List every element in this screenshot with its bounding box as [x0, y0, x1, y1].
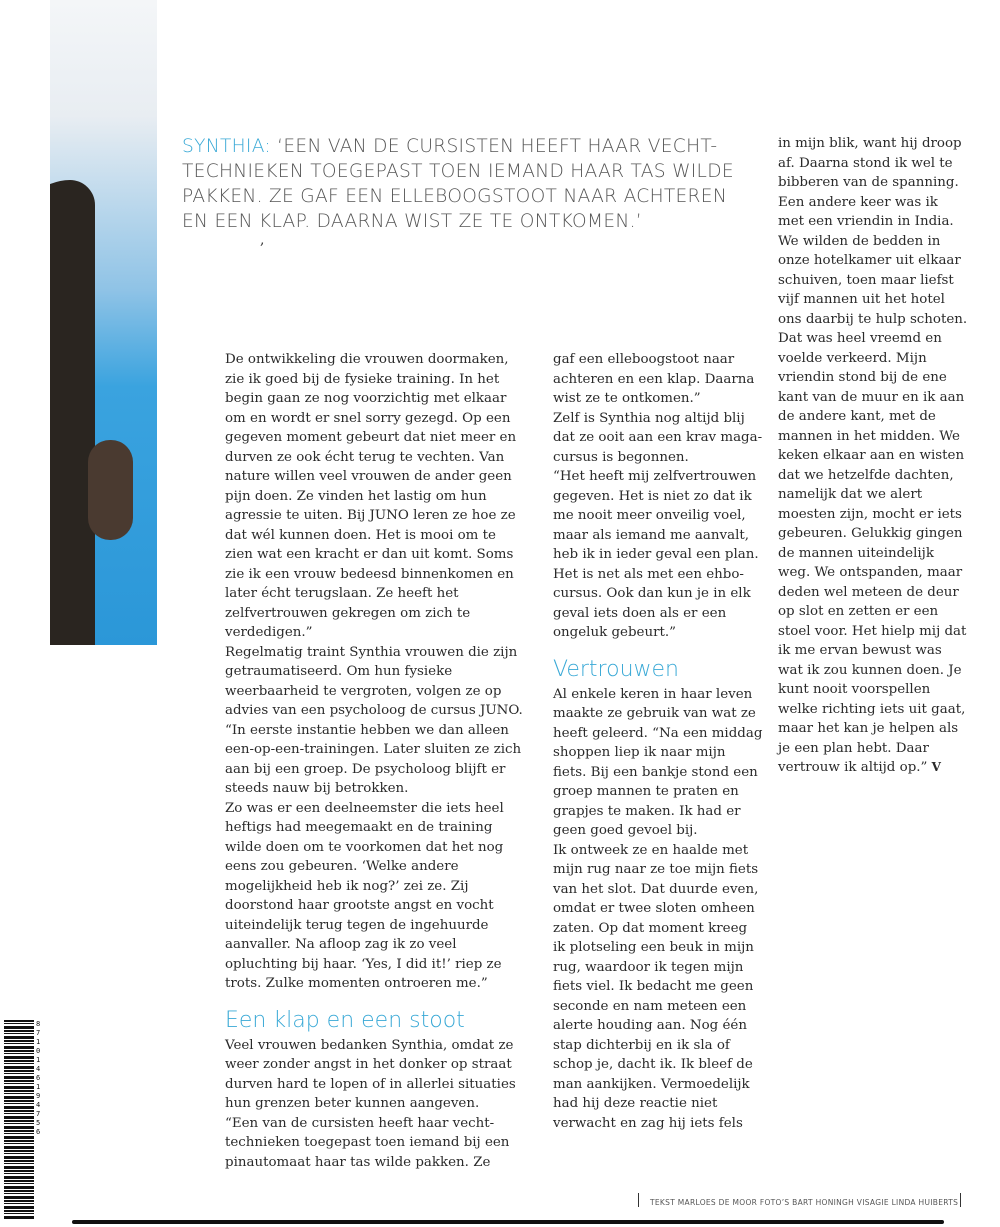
pull-quote-lead: SYNTHIA: [182, 136, 271, 157]
section-heading: Vertrouwen [553, 656, 679, 682]
quote-mark: , [260, 232, 265, 248]
paragraph: Zelf is Synthia nog altijd blij dat ze ooit aan een krav maga-cursus is begonnen. [553, 410, 763, 465]
photo-hand [88, 440, 133, 540]
article-column-1 [225, 350, 525, 1172]
paragraph: Al enkele keren in haar leven maakte ze gebruik van wat ze heeft geleerd. “Na een middag shoppen liep ik naar mijn fiets. Bij een bankje stond een groep mannen te praten en grapjes te maken. Ik had er geen goed gevoel bij. [553, 686, 763, 838]
section-heading: Een klap en een stoot [225, 1007, 465, 1033]
photo-credits: TEKST MARLOES DE MOOR FOTO’S BART HONINGH VISAGIE LINDA HUIBERTS [650, 1198, 959, 1207]
article-column-3 [778, 134, 968, 778]
paragraph-text: in mijn blik, want hij droop af. Daarna stond ik wel te bibberen van de spanning. Een andere keer was ik met een vriendin in India. We wilden de bedden in onze hotelkamer uit elkaar schuiven, toen maar liefst vijf mannen uit het hotel ons daarbij te hulp schoten. Dat was heel vreemd en voelde verkeerd. Mijn vriendin stond bij de ene kant van de muur en ik aan de andere kant, met de mannen in het midden. We keken elkaar aan en wisten dat we hetzelfde dachten, namelijk dat we alert moesten zijn, mocht er iets gebeuren. Gelukkig gingen de mannen uiteindelijk weg. We ontspanden, maar deden wel meteen de deur op slot en zetten er een stoel voor. Het hielp mij dat ik me ervan bewust was wat ik zou kunnen doen. Je kunt nooit voorspellen welke richting iets uit gaat, maar het kan je helpen als je een plan hebt. Daar vertrouw ik altijd op.” [778, 136, 968, 775]
pull-quote-text: ‘EEN VAN DE CURSISTEN HEEFT HAAR VECHT-TECHNIEKEN TOEGEPAST TOEN IEMAND HAAR TAS WILDE PAKKEN. ZE GAF EEN ELLEBOOGSTOOT NAAR ACHTEREN EN EEN KLAP. DAARNA WIST ZE TE ONTKOMEN.’ [182, 136, 734, 232]
paragraph: Ik ontweek ze en haalde met mijn rug naar ze toe mijn fiets van het slot. Dat duurde even, omdat er twee sloten omheen zaten. Op dat moment kreeg ik plotseling een beuk in mijn rug, waardoor ik tegen mijn fiets viel. Ik bedacht me geen seconde en nam meteen een alerte houding aan. Nog één stap dichterbij en ik sla of schop je, dacht ik. Ik bleef de man aankijken. Vermoedelijk had hij deze reactie niet verwacht en zag hij iets fels [553, 842, 759, 1131]
paragraph [778, 134, 968, 778]
crop-mark [638, 1193, 639, 1207]
paragraph: De ontwikkeling die vrouwen doormaken, zie ik goed bij de fysieke training. In het begin gaan ze nog voorzichtig met elkaar om en wordt er snel sorry gezegd. Op een gegeven moment gebeurt dat niet meer en durven ze ook écht terug te vechten. Van nature willen veel vrouwen de ander geen pijn doen. Ze vinden het lastig om hun agressie te uiten. Bij JUNO leren ze hoe ze dat wél kunnen doen. Het is mooi om te zien wat een kracht er dan uit komt. Soms zie ik een vrouw bedeesd binnenkomen en later écht terugslaan. Ze heeft het zelfvertrouwen gekregen om zich te verdedigen.” [225, 352, 517, 640]
photo-figure [50, 180, 95, 645]
end-mark-icon: V [931, 760, 941, 774]
paragraph: Regelmatig traint Synthia vrouwen die zijn getraumatiseerd. Om hun fysieke weerbaarheid te vergroten, volgen ze op advies van een psycholoog de cursus JUNO. [225, 644, 523, 718]
pull-quote [182, 134, 742, 234]
paragraph: “In eerste instantie hebben we dan alleen een-op-een-trainingen. Later sluiten ze zich aan bij een groep. De psycholoog blijft er steeds nauw bij betrokken. [225, 722, 522, 796]
paragraph: “Het heeft mij zelfvertrouwen gegeven. Het is niet zo dat ik me nooit meer onveilig voel, maar als iemand me aanvalt, heb ik in ieder geval een plan. Het is net als met een ehbo-cursus. Ook dan kun je in elk geval iets doen als er een ongeluk gebeurt.” [553, 469, 759, 640]
paragraph: Zo was er een deelneemster die iets heel heftigs had meegemaakt en de training wilde doen om te voorkomen dat het nog eens zou gebeuren. ‘Welke andere mogelijkheid heb ik nog?’ zei ze. Zij doorstond haar grootste angst en vocht uiteindelijk terug tegen de ingehuurde aanvaller. Na afloop zag ik zo veel opluchting bij haar. ‘Yes, I did it!’ riep ze trots. Zulke momenten ontroeren me.” [225, 800, 504, 991]
barcode-digits: 8710146194756 [36, 1020, 41, 1136]
paragraph: “Een van de cursisten heeft haar vecht-technieken toegepast toen iemand bij een pinautomaat haar tas wilde pakken. Ze [225, 1115, 510, 1170]
article-photo [50, 0, 157, 645]
barcode [4, 1020, 34, 1220]
paragraph: Veel vrouwen bedanken Synthia, omdat ze weer zonder angst in het donker op straat durven hard te lopen of in allerlei situaties hun grenzen beter kunnen aangeven. [225, 1037, 516, 1111]
horizontal-scrollbar[interactable] [72, 1220, 944, 1224]
article-column-2 [553, 350, 763, 1133]
paragraph: gaf een elleboogstoot naar achteren en een klap. Daarna wist ze te ontkomen.” [553, 352, 755, 406]
